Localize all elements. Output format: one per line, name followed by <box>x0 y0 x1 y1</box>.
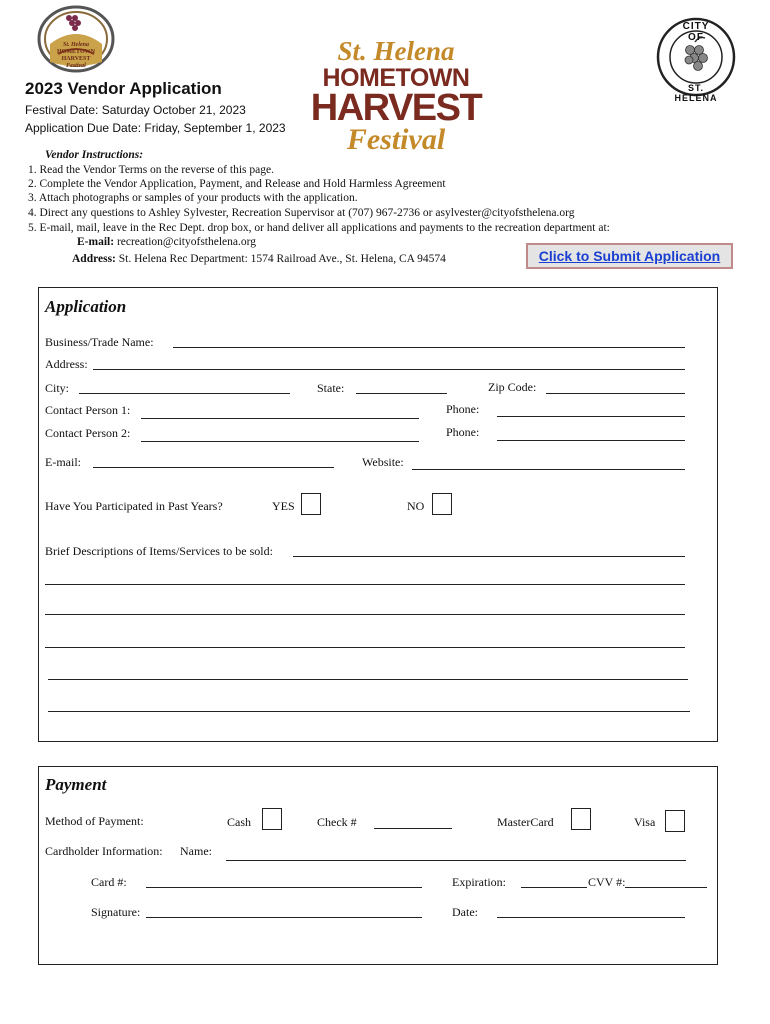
address-label: Address: <box>45 357 88 371</box>
logo-center-line2: HOMETOWN <box>322 64 470 92</box>
visa-label: Visa <box>634 815 656 829</box>
instruction-item: 1. Read the Vendor Terms on the reverse of this page. <box>28 164 274 176</box>
instruction-item: 2. Complete the Vendor Application, Payment, and Release and Hold Harmless Agreement <box>28 178 446 190</box>
card-number-field[interactable] <box>146 887 422 888</box>
contact2-label: Contact Person 2: <box>45 426 131 440</box>
contact-address-line <box>72 253 446 267</box>
logo-left-line2: HOMETOWN <box>57 49 95 55</box>
phone2-field[interactable] <box>497 440 685 441</box>
instruction-item: 5. E-mail, mail, leave in the Rec Dept. drop box, or hand deliver all applications and payments to the recreation department at: <box>28 222 610 234</box>
card-number-label: Card #: <box>91 875 127 889</box>
contact-email-line <box>77 236 256 250</box>
page-title: 2023 Vendor Application <box>25 79 222 98</box>
check-number-field[interactable] <box>374 828 452 829</box>
phone2-label: Phone: <box>446 425 480 439</box>
center-logo <box>306 36 486 156</box>
state-label: State: <box>317 381 345 395</box>
descriptions-field[interactable] <box>293 556 685 557</box>
payment-title: Payment <box>45 775 107 794</box>
visa-checkbox[interactable] <box>665 810 685 832</box>
logo-center-line3: HARVEST <box>310 87 482 129</box>
cardholder-name-label: Name: <box>180 844 212 858</box>
seal-top-text: CITY OF <box>682 21 710 43</box>
participated-label: Have You Participated in Past Years? <box>45 499 223 513</box>
business-name-field[interactable] <box>173 347 685 348</box>
submit-application-button[interactable] <box>526 243 733 269</box>
website-label: Website: <box>362 455 404 469</box>
cvv-label: CVV #: <box>588 875 626 889</box>
date-field[interactable] <box>497 917 685 918</box>
state-field[interactable] <box>356 393 447 394</box>
phone1-field[interactable] <box>497 416 685 417</box>
cash-label: Cash <box>227 815 251 829</box>
cash-checkbox[interactable] <box>262 808 282 830</box>
due-date: Application Due Date: Friday, September 1, 2023 <box>25 121 286 135</box>
email-value: recreation@cityofsthelena.org <box>116 236 256 248</box>
address-field[interactable] <box>93 369 685 370</box>
email-field-label: E-mail: <box>45 455 81 469</box>
zip-label: Zip Code: <box>488 380 537 394</box>
city-label: City: <box>45 381 70 395</box>
no-label: NO <box>407 499 425 513</box>
logo-left-line1: St. Helena <box>62 42 89 48</box>
festival-date: Festival Date: Saturday October 21, 2023 <box>25 103 246 117</box>
email-label: E-mail: <box>77 236 115 248</box>
city-field[interactable] <box>79 393 290 394</box>
contact2-field[interactable] <box>141 441 419 442</box>
instructions-heading: Vendor Instructions: <box>45 149 144 161</box>
email-field[interactable] <box>93 467 334 468</box>
seal-bottom-text: ST. HELENA <box>674 83 718 103</box>
no-checkbox[interactable] <box>432 493 452 515</box>
phone1-label: Phone: <box>446 402 480 416</box>
payment-section <box>38 766 718 965</box>
address-value: St. Helena Rec Department: 1574 Railroad Ave., St. Helena, CA 94574 <box>118 253 446 265</box>
instruction-item: 4. Direct any questions to Ashley Sylvester, Recreation Supervisor at (707) 967-2736 or asylvester@cityofsthelena.org <box>28 207 575 219</box>
instruction-item: 3. Attach photographs or samples of your products with the application. <box>28 192 358 204</box>
cvv-field[interactable] <box>625 887 707 888</box>
payment-method-label: Method of Payment: <box>45 814 144 828</box>
descriptions-line[interactable] <box>45 647 685 648</box>
logo-center-line1: St. Helena <box>337 36 455 66</box>
logo-left-line4: Festival <box>66 63 86 69</box>
contact1-field[interactable] <box>141 418 419 419</box>
submit-button-label: Click to Submit Application <box>538 248 721 264</box>
descriptions-line[interactable] <box>48 711 690 712</box>
address-label: Address: <box>72 253 116 265</box>
descriptions-line[interactable] <box>45 614 685 615</box>
descriptions-line[interactable] <box>48 679 688 680</box>
logo-center-line4: Festival <box>346 123 446 156</box>
zip-field[interactable] <box>546 393 685 394</box>
yes-label: YES <box>272 499 295 513</box>
signature-field[interactable] <box>146 917 422 918</box>
cardholder-label: Cardholder Information: <box>45 844 163 858</box>
business-name-label: Business/Trade Name: <box>45 335 154 349</box>
city-seal <box>655 14 737 103</box>
application-section <box>38 287 718 742</box>
left-logo <box>36 4 116 74</box>
website-field[interactable] <box>412 469 685 470</box>
expiration-label: Expiration: <box>452 875 506 889</box>
logo-left-line3: HARVEST <box>61 56 91 62</box>
expiration-field[interactable] <box>521 887 587 888</box>
mastercard-checkbox[interactable] <box>571 808 591 830</box>
descriptions-label: Brief Descriptions of Items/Services to be sold: <box>45 544 273 558</box>
check-label: Check # <box>317 815 357 829</box>
date-label: Date: <box>452 905 478 919</box>
mastercard-label: MasterCard <box>497 815 554 829</box>
descriptions-line[interactable] <box>45 584 685 585</box>
yes-checkbox[interactable] <box>301 493 321 515</box>
contact1-label: Contact Person 1: <box>45 403 131 417</box>
cardholder-name-field[interactable] <box>226 860 686 861</box>
application-title: Application <box>45 297 127 316</box>
signature-label: Signature: <box>91 905 141 919</box>
